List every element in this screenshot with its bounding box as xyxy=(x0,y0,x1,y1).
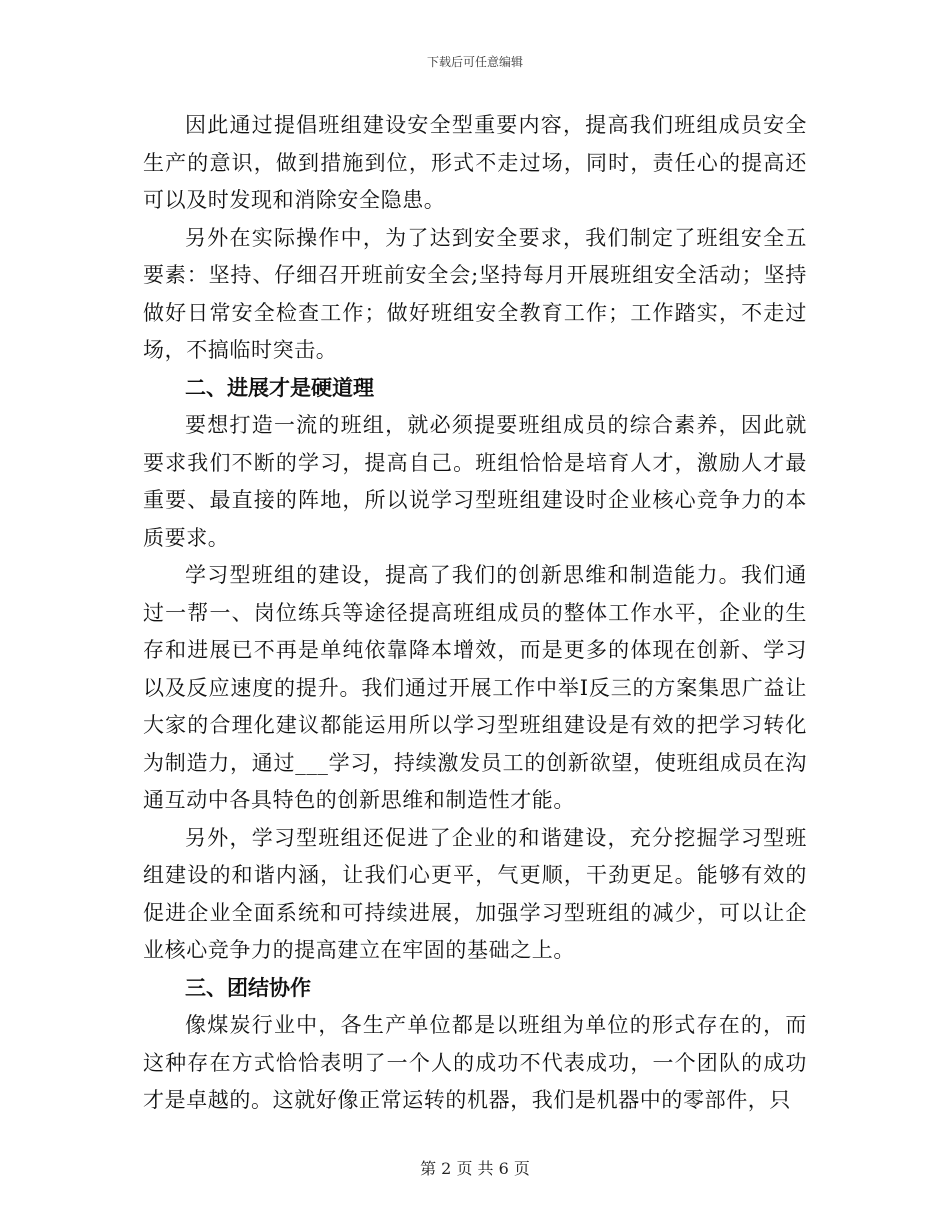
paragraph-harmony: 另外，学习型班组还促进了企业的和谐建设，充分挖掘学习型班组建设的和谐内涵，让我们心更平，气更顺，干劲更足。能够有效的促进企业全面系统和可持续进展，加强学习型班组的减少，可以让企业核心竞争力的提高建立在牢固的基础之上。 xyxy=(143,825,807,962)
paragraph-coal-industry: 像煤炭行业中，各生产单位都是以班组为单位的形式存在的，而这种存在方式恰恰表明了一个人的成功不代表成功，一个团队的成功才是卓越的。这就好像正常运转的机器，我们是机器中的零部件，只 xyxy=(143,1013,807,1112)
paragraph-learning-team: 要想打造一流的班组，就必须提要班组成员的综合素养，因此就要求我们不断的学习，提高自己。班组恰恰是培育人才，激励人才最重要、最直接的阵地，所以说学习型班组建设时企业核心竞争力的本质要求。 xyxy=(143,413,807,550)
paragraph-safety-awareness: 因此通过提倡班组建设安全型重要内容，提高我们班组成员安全生产的意识，做到措施到位，形式不走过场，同时，责任心的提高还可以及时发现和消除安全隐患。 xyxy=(143,113,807,212)
page-footer: 第 2 页 共 6 页 xyxy=(420,1159,530,1178)
section-heading-teamwork: 三、团结协作 xyxy=(185,975,311,1000)
page-header: 下载后可任意编辑 xyxy=(426,55,523,69)
paragraph-safety-five-elements: 另外在实际操作中，为了达到安全要求，我们制定了班组安全五要素：坚持、仔细召开班前安全会;坚持每月开展班组安全活动；坚持做好日常安全检查工作；做好班组安全教育工作；工作踏实，不走过场，不搞临时突击。 xyxy=(143,225,807,362)
document-body xyxy=(143,107,807,1120)
section-heading-development: 二、进展才是硬道理 xyxy=(185,375,374,400)
paragraph-innovation: 学习型班组的建设，提高了我们的创新思维和制造能力。我们通过一帮一、岗位练兵等途径提高班组成员的整体工作水平，企业的生存和进展已不再是单纯依靠降本增效，而是更多的体现在创新、学习以及反应速度的提升。我们通过开展工作中举Ⅰ反三的方案集思广益让大家的合理化建议都能运用所以学习型班组建设是有效的把学习转化为制造力，通过___学习，持续激发员工的创新欲望，使班组成员在沟通互动中各具特色的创新思维和制造性才能。 xyxy=(143,563,807,812)
